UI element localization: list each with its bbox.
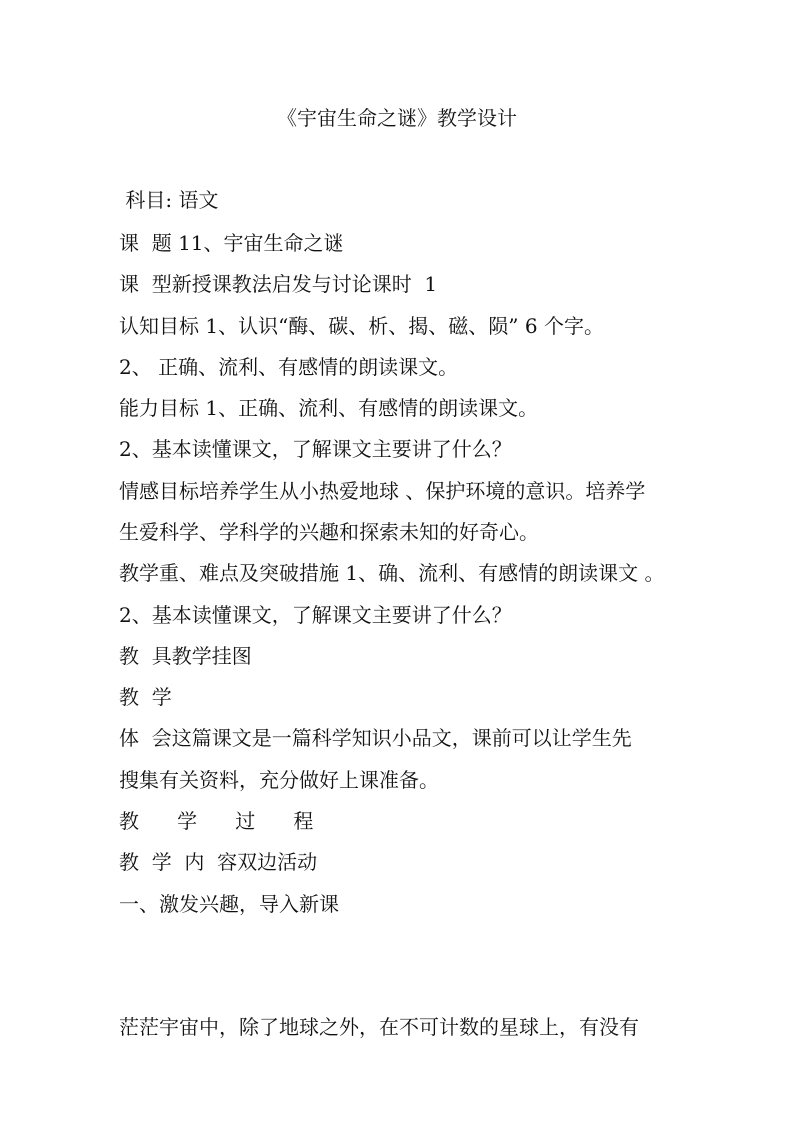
emotional-goal-line: 情感目标培养学生从小热爱地球 、保护环境的意识。培养学 xyxy=(119,479,646,503)
emotional-goal-continued: 生爱科学、学科学的兴趣和探索未知的好奇心。 xyxy=(119,520,539,544)
section-one-heading: 一、激发兴趣，导入新课 xyxy=(119,892,339,916)
cognitive-goal-line: 认知目标 1、认识“酶、碳、析、揭、磁、陨” 6 个字。 xyxy=(119,314,604,338)
teaching-aids-line: 教 具教学挂图 xyxy=(119,644,252,668)
lesson-title-line: 课 题 11、宇宙生命之谜 xyxy=(119,231,344,255)
key-points-line: 教学重、难点及突破措施 1、确、流利、有感情的朗读课文 。 xyxy=(119,561,665,585)
key-points-item-2: 2、基本读懂课文，了解课文主要讲了什么？ xyxy=(119,603,512,627)
ability-goal-line: 能力目标 1、正确、流利、有感情的朗读课文。 xyxy=(119,396,539,420)
teaching-label-line: 教 学 xyxy=(119,685,172,709)
content-activities-heading: 教 学 内 容双边活动 xyxy=(119,850,318,874)
reflection-line: 体 会这篇课文是一篇科学知识小品文，课前可以让学生先 xyxy=(119,726,632,750)
lesson-type-line: 课 型新授课教法启发与讨论课时 1 xyxy=(119,272,438,296)
reflection-continued: 搜集有关资料，充分做好上课准备。 xyxy=(119,768,439,792)
cognitive-goal-item-2: 2、 正确、流利、有感情的朗读课文。 xyxy=(119,355,459,379)
process-heading: 教 学 过 程 xyxy=(119,809,314,833)
intro-paragraph-line: 茫茫宇宙中，除了地球之外，在不可计数的星球上，有没有 xyxy=(119,1015,639,1039)
document-title: 《宇宙生命之谜》教学设计 xyxy=(277,106,517,130)
ability-goal-item-2: 2、基本读懂课文，了解课文主要讲了什么？ xyxy=(119,437,512,461)
subject-line: 科目: 语文 xyxy=(119,188,219,212)
